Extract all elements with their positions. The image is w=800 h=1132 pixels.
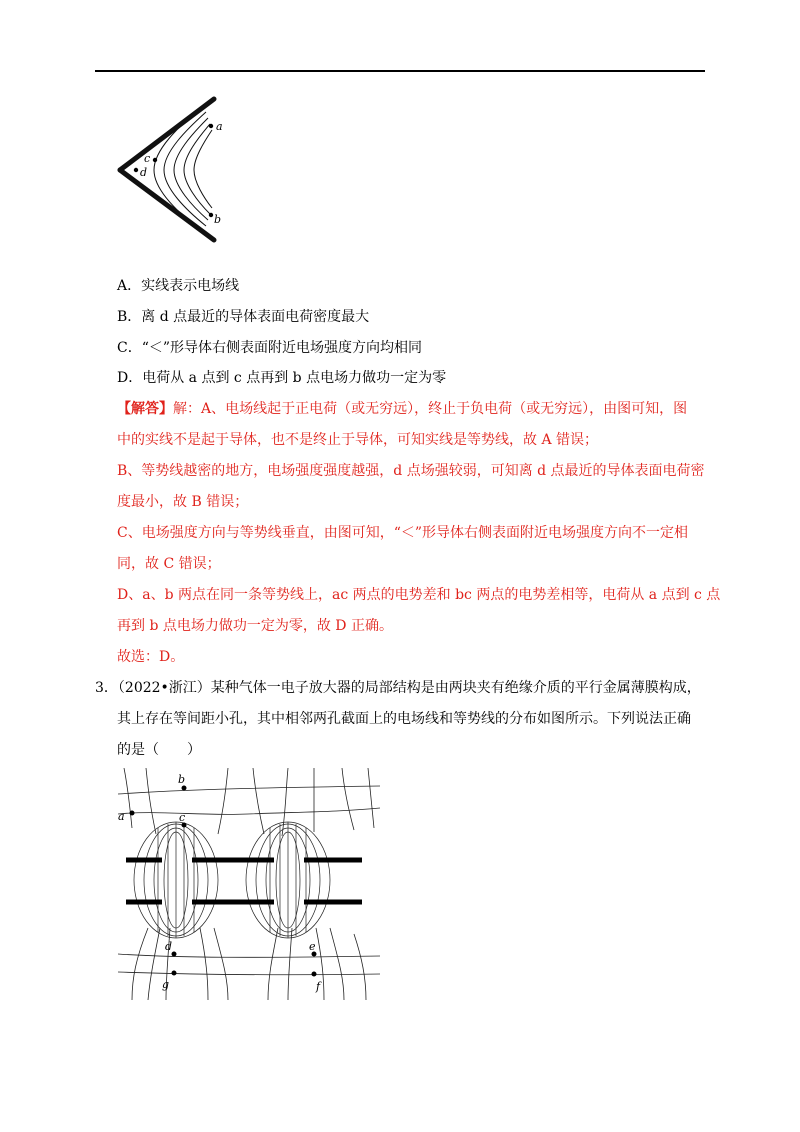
label-b: b xyxy=(178,773,186,786)
option-a: A．实线表示电场线 xyxy=(117,278,240,294)
label-d: d xyxy=(140,166,148,179)
label-b: b xyxy=(214,213,222,226)
top-rule xyxy=(95,70,705,72)
point-b xyxy=(209,213,213,217)
answer-tag: 【解答】 xyxy=(117,401,173,417)
answer-line-8: 再到 b 点电场力做功一定为零，故 D 正确。 xyxy=(117,618,393,634)
answer-line-1: 【解答】解：A、电场线起于正电荷（或无穷远），终止于负电荷（或无穷远），由图可知，图 xyxy=(117,401,688,417)
conductor-upper-arm xyxy=(120,99,214,170)
label-c: c xyxy=(179,811,186,824)
answer-line-7: D、a、b 两点在同一条等势线上，ac 两点的电势差和 bc 两点的电势差相等，电荷从 a 点到 c 点 xyxy=(117,587,721,603)
answer-line-6: 同，故 C 错误； xyxy=(117,556,221,572)
label-f: f xyxy=(316,980,321,993)
point-g xyxy=(172,971,177,976)
point-d xyxy=(134,168,138,172)
answer-line-2: 中的实线不是起于导体，也不是终止于导体，可知实线是等势线，故 A 错误； xyxy=(117,432,599,448)
option-b: B．离 d 点最近的导体表面电荷密度最大 xyxy=(117,309,370,325)
label-e: e xyxy=(309,940,316,953)
figure-2-electron-amplifier xyxy=(118,768,380,1000)
point-f xyxy=(312,972,317,977)
point-a xyxy=(130,811,135,816)
label-g: g xyxy=(162,978,170,991)
figure-1-conductor xyxy=(108,92,238,252)
option-d: D．电荷从 a 点到 c 点再到 b 点电场力做功一定为零 xyxy=(117,370,447,386)
question-3-line-1: 3．（2022•浙江）某种气体一电子放大器的局部结构是由两块夹有绝缘介质的平行金属薄膜构成， xyxy=(95,680,701,696)
option-c: C．“＜”形导体右侧表面附近电场强度方向均相同 xyxy=(117,340,423,356)
question-3-line-3: 的是（ ） xyxy=(117,742,201,758)
point-a xyxy=(209,124,213,128)
point-b xyxy=(182,786,187,791)
label-c: c xyxy=(144,152,151,165)
label-d: d xyxy=(165,940,173,953)
answer-line-5: C、电场强度方向与等势线垂直，由图可知，“＜”形导体右侧表面附近电场强度方向不一定相 xyxy=(117,525,689,541)
label-a: a xyxy=(216,120,223,133)
answer-line-4: 度最小，故 B 错误； xyxy=(117,494,249,510)
point-d xyxy=(172,952,177,957)
point-c xyxy=(153,158,157,162)
label-a: a xyxy=(118,810,125,823)
question-3-line-2: 其上存在等间距小孔，其中相邻两孔截面上的电场线和等势线的分布如图所示。下列说法正确 xyxy=(117,711,691,727)
answer-line-3: B、等势线越密的地方，电场强度强度越强，d 点场强较弱，可知离 d 点最近的导体表面电荷密 xyxy=(117,463,705,479)
answer-line-9: 故选：D。 xyxy=(117,649,185,665)
